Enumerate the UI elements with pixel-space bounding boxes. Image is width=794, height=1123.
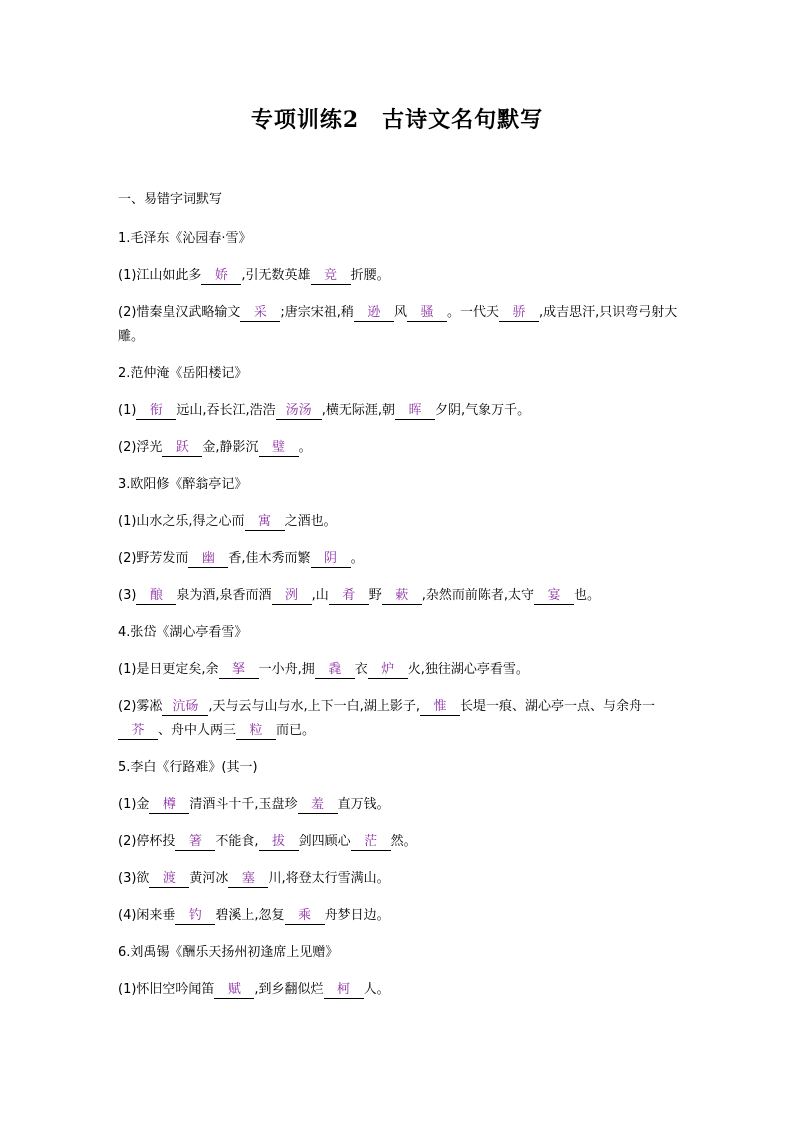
question-text: 野 [368, 588, 382, 603]
answer-blank: 逊 [354, 304, 394, 322]
answer-blank: 柯 [324, 981, 364, 999]
question-line [118, 658, 680, 682]
question-text: (2)浮光 [118, 440, 163, 455]
question-line [118, 978, 680, 1002]
answer-blank: 跃 [162, 439, 202, 457]
question-text: (1)是日更定矣,余 [118, 662, 219, 677]
answer-blank: 惟 [420, 698, 460, 716]
answer-blank: 粒 [236, 722, 276, 740]
question-text: ,杂然而前陈者,太守 [421, 588, 534, 603]
question-text: 远山,吞长江,浩浩 [176, 403, 276, 418]
question-text: 金,静影沉 [202, 440, 259, 455]
section-title: 一、易错字词默写 [118, 192, 223, 207]
answer-blank: 拏 [219, 661, 259, 679]
question-text: 夕阴,气象万千。 [434, 403, 531, 418]
answer-blank: 箸 [175, 833, 215, 851]
answer-blank: 乘 [285, 907, 325, 925]
answer-blank: 宴 [534, 587, 574, 605]
question-text: 火,独往湖心亭看雪。 [407, 662, 529, 677]
question-text: 长堤一痕、湖心亭一点、与余舟一 [459, 699, 655, 714]
question-text: 剑四顾心 [298, 834, 351, 849]
answer-blank: 竞 [311, 267, 351, 285]
question-line [118, 584, 680, 608]
item-heading: 1.毛泽东《沁园春·雪》 [118, 231, 252, 246]
answer-blank: 塞 [228, 870, 268, 888]
answer-blank: 蔌 [382, 587, 422, 605]
question-text: 香,佳木秀而繁 [228, 551, 311, 566]
question-line [118, 301, 680, 349]
answer-blank: 娇 [201, 267, 241, 285]
item-heading: 6.刘禹锡《酬乐天扬州初逢席上见赠》 [118, 945, 339, 960]
answer-blank: 钓 [175, 907, 215, 925]
question-line [118, 904, 680, 928]
question-line [118, 436, 680, 460]
question-text: ,横无际涯,朝 [321, 403, 395, 418]
question-text: ,山 [311, 588, 329, 603]
answer-blank: 衔 [136, 402, 176, 420]
question-text: 折腰。 [350, 268, 390, 283]
question-line [118, 547, 680, 571]
answer-blank: 幽 [188, 550, 228, 568]
question-text: (2)惜秦皇汉武略输文 [118, 305, 241, 320]
answer-blank: 拔 [259, 833, 299, 851]
item-heading: 5.李白《行路难》(其一) [118, 760, 258, 775]
answer-blank: 汤汤 [276, 402, 322, 420]
answer-blank: 酿 [136, 587, 176, 605]
question-text: ,成吉思汗,只识弯弓射大雕。 [118, 305, 678, 344]
answer-blank: 毳 [315, 661, 355, 679]
question-line [118, 399, 680, 423]
question-text: ,引无数英雄 [241, 268, 311, 283]
question-text: 直万钱。 [337, 797, 390, 812]
item-heading: 2.范仲淹《岳阳楼记》 [118, 366, 248, 381]
worksheet-content [118, 188, 680, 1015]
question-text: 碧溪上,忽复 [215, 908, 285, 923]
question-text: 。 [298, 440, 312, 455]
page-title: 专项训练2 古诗文名句默写 [250, 107, 544, 133]
answer-blank: 炉 [368, 661, 408, 679]
question-text: 衣 [354, 662, 368, 677]
answer-blank: 樽 [149, 796, 189, 814]
answer-blank: 采 [240, 304, 280, 322]
question-line [118, 830, 680, 854]
question-text: (1)山水之乐,得之心而 [118, 514, 245, 529]
question-text: (1)金 [118, 797, 150, 812]
question-text: 泉为酒,泉香而酒 [176, 588, 272, 603]
question-text: 风 [393, 305, 407, 320]
question-text: 人。 [363, 982, 390, 997]
answer-blank: 羞 [298, 796, 338, 814]
question-text: ,天与云与山与水,上下一白,湖上影子, [208, 699, 420, 714]
answer-blank: 肴 [329, 587, 369, 605]
question-text: (4)闲来垂 [118, 908, 176, 923]
question-text: (2)野芳发而 [118, 551, 189, 566]
answer-blank: 骄 [499, 304, 539, 322]
answer-blank: 沆砀 [162, 698, 208, 716]
question-text: (2)雾凇 [118, 699, 163, 714]
answer-blank: 晖 [395, 402, 435, 420]
question-line [118, 793, 680, 817]
question-line [118, 264, 680, 288]
question-text: 、舟中人两三 [158, 723, 237, 738]
question-text: 。 [350, 551, 364, 566]
question-text: 然。 [390, 834, 417, 849]
answer-blank: 赋 [214, 981, 254, 999]
answer-blank: 渡 [149, 870, 189, 888]
answer-blank: 阴 [311, 550, 351, 568]
answer-blank: 茫 [351, 833, 391, 851]
item-heading: 4.张岱《湖心亭看雪》 [118, 625, 248, 640]
question-text: 黄河冰 [189, 871, 229, 886]
question-text: 清酒斗十千,玉盘珍 [189, 797, 298, 812]
answer-blank: 芥 [118, 722, 158, 740]
question-text: 舟梦日边。 [324, 908, 390, 923]
question-text: ,到乡翻似烂 [254, 982, 324, 997]
question-text: (1) [118, 403, 137, 418]
question-text: 之酒也。 [284, 514, 337, 529]
item-heading: 3.欧阳修《醉翁亭记》 [118, 477, 248, 492]
question-text: (3) [118, 588, 137, 603]
question-text: (1)江山如此多 [118, 268, 202, 283]
question-text: ;唐宗宋祖,稍 [280, 305, 354, 320]
question-text: 一小舟,拥 [258, 662, 315, 677]
question-text: 不能食, [215, 834, 259, 849]
question-text: 而已。 [276, 723, 316, 738]
question-line [118, 510, 680, 534]
answer-blank: 璧 [259, 439, 299, 457]
question-text: (1)怀旧空吟闻笛 [118, 982, 215, 997]
answer-blank: 洌 [272, 587, 312, 605]
question-text: (3)欲 [118, 871, 150, 886]
question-line [118, 695, 680, 743]
question-text: 也。 [573, 588, 600, 603]
answer-blank: 寓 [245, 513, 285, 531]
question-text: 。一代天 [446, 305, 499, 320]
question-text: 川,将登太行雪满山。 [268, 871, 390, 886]
question-line [118, 867, 680, 891]
answer-blank: 骚 [407, 304, 447, 322]
question-text: (2)停杯投 [118, 834, 176, 849]
